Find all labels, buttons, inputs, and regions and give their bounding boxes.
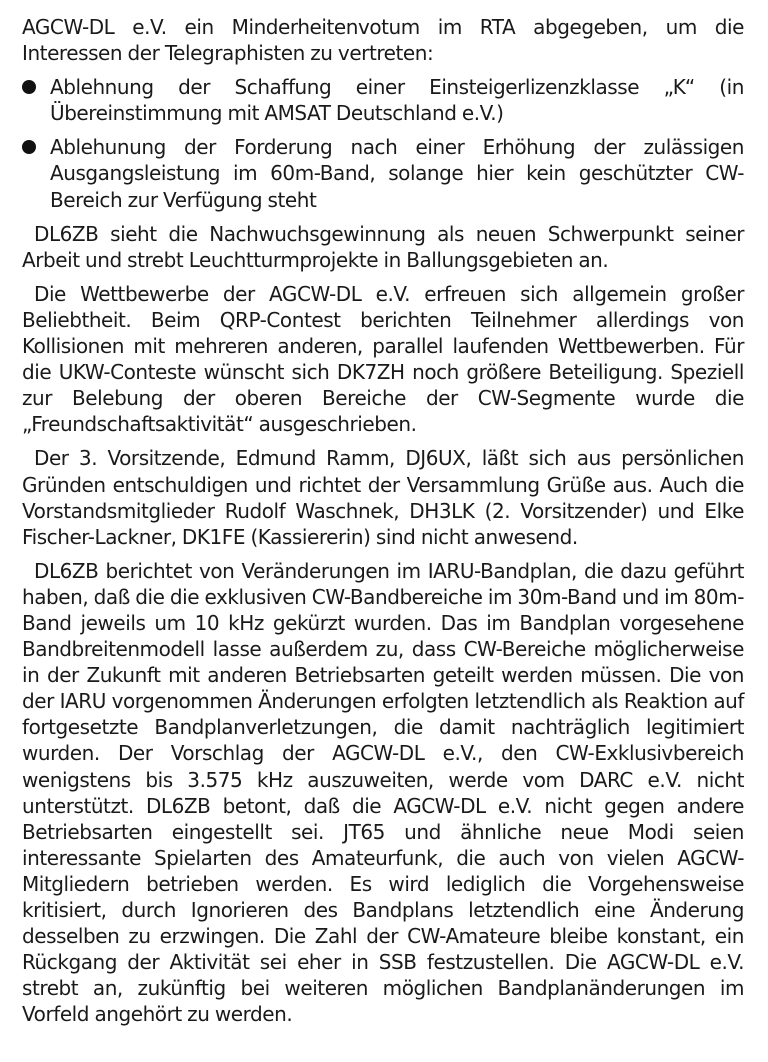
paragraph-contests: Die Wettbewerbe der AGCW-DL e.V. erfreuen sich allgemein großer Beliebtheit. Beim QRP-Contest berichten Teilnehmer allerdings von Kollisionen mit mehreren anderen, parallel laufenden Wettbewerben. Für die UKW-Conteste wünscht sich DK7ZH noch größere Beteiligung. Speziell zur Belebung der oberen Bereiche der CW-Segmente wurde die „Freundschaftsaktivität“ ausgeschrieben. [22, 281, 744, 437]
intro-paragraph: AGCW-DL e.V. ein Minderheitenvotum im RTA abgegeben, um die Interessen der Telegraphisten zu vertreten: [22, 15, 744, 66]
bullet-item [22, 74, 744, 126]
paragraph-board-absence: Der 3. Vorsitzende, Edmund Ramm, DJ6UX, läßt sich aus persönlichen Gründen entschuldigen und richtet der Versammlung Grüße aus. Auch die Vorstandsmitglieder Rudolf Waschnek, DH3LK (2. Vorsitzender) und Elke Fischer-Lackner, DK1FE (Kassiererin) sind nicht anwesend. [22, 446, 744, 549]
bullet-text: Ablehnung der Schaffung einer Einsteigerlizenzklasse „K“ (in Übereinstimmung mit AMSAT Deutschland e.V.) [50, 75, 744, 126]
paragraph-bandplan: DL6ZB berichtet von Veränderungen im IARU-Bandplan, die dazu geführt haben, daß die die exklusiven CW-Bandbereiche im 30m-Band und im 80m-Band jeweils um 10 kHz gekürzt wurden. Das im Bandplan vorgesehene Bandbreitenmodell lasse außerdem zu, dass CW-Bereiche möglicherweise in der Zukunft mit anderen Betriebsarten geteilt werden müssen. Die von der IARU vorgenommen Änderungen erfolgten letztendlich als Reaktion auf fortgesetzte Bandplanverletzungen, die damit nachträglich legitimiert wurden. Der Vorschlag der AGCW-DL e.V., den CW-Exklusivbereich wenigstens bis 3.575 kHz auszuweiten, werde vom DARC e.V. nicht unterstützt. DL6ZB betont, daß die AGCW-DL e.V. nicht gegen andere Betriebsarten eingestellt sei. JT65 und ähnliche neue Modi seien interessante Spielarten des Amateurfunk, die auch von vielen AGCW-Mitgliedern betrieben werden. Es wird lediglich die Vorgehensweise kritisiert, durch Ignorieren des Bandplans letztendlich eine Änderung desselben zu erzwingen. Die Zahl der CW-Amateure bleibe konstant, ein Rückgang der Aktivität sei eher in SSB festzustellen. Die AGCW-DL e.V. strebt an, zukünftig bei weiteren möglichen Bandplanänderungen im Vorfeld angehört zu werden. [22, 558, 745, 1027]
bullet-dot-icon [22, 80, 36, 94]
paragraph-youth-recruitment: DL6ZB sieht die Nachwuchsgewinnung als neuen Schwerpunkt seiner Arbeit und strebt Leuchtturmprojekte in Ballungsgebieten an. [22, 221, 744, 272]
bullet-list [22, 74, 744, 212]
bullet-text: Ablehunung der Forderung nach einer Erhöhung der zulässigen Ausgangsleistung im 60m-Band, solange hier kein geschützter CW-Bereich zur Verfügung steht [50, 135, 744, 212]
bullet-dot-icon [22, 140, 36, 154]
bullet-item [22, 134, 744, 212]
document-page [22, 14, 744, 1035]
